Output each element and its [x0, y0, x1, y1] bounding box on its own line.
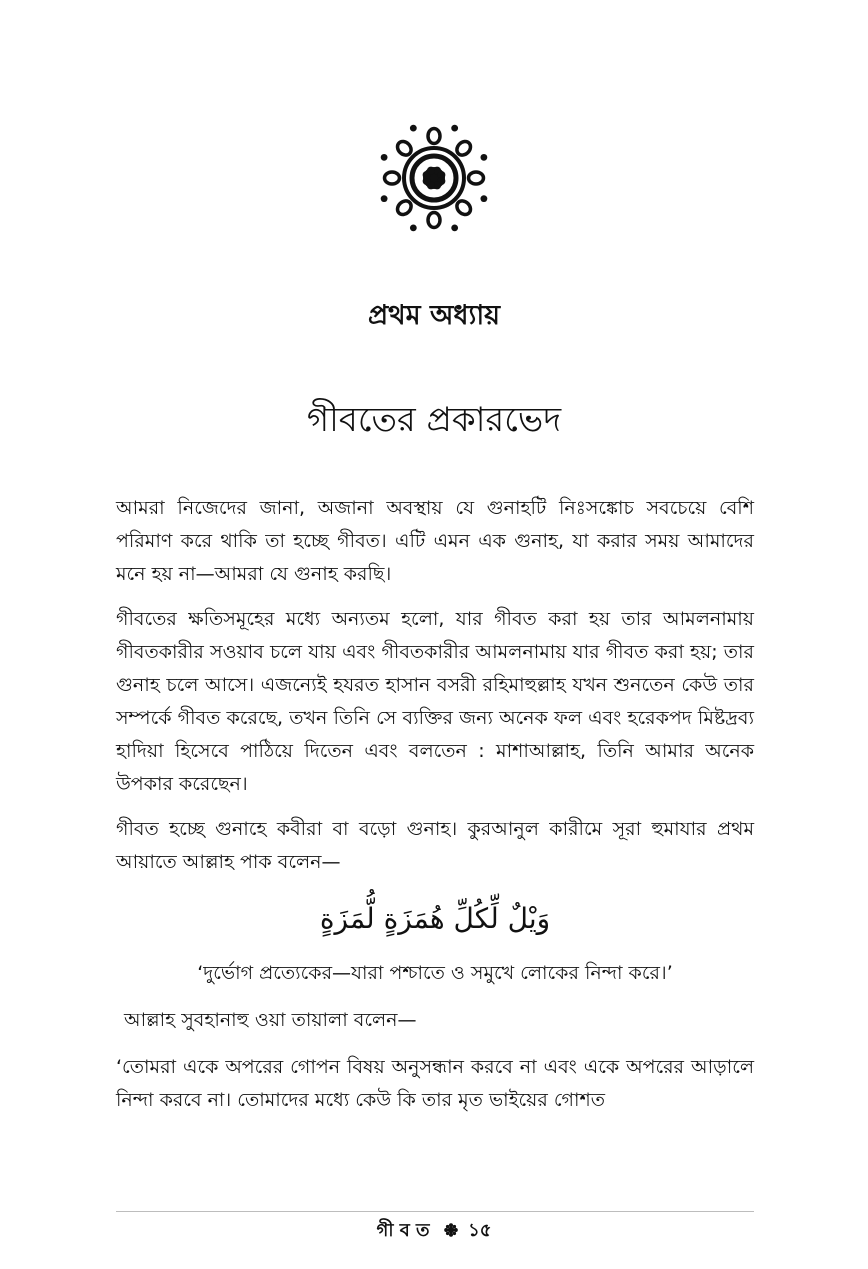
floral-rosette-icon — [374, 118, 494, 238]
paragraph-3: গীবত হচ্ছে গুনাহে কবীরা বা বড়ো গুনাহ। কুরআনুল কারীমে সূরা হুমাযার প্রথম আয়াতে আল্লাহ পাক বলেন— — [116, 818, 754, 873]
paragraph-2: গীবতের ক্ষতিসমূহের মধ্যে অন্যতম হলো, যার গীবত করা হয় তার আমলনামায় গীবতকারীর সওয়াব চলে যায় এবং গীবতকারীর আমলনামায় যার গীবত করা হয়; তার গুনাহ চলে আসে। এজন্যেই হযরত হাসান বসরী রহিমাহুল্লাহ যখন শুনতেন কেউ তার সম্পর্কে গীবত করেছে, তখন তিনি সে ব্যক্তির জন্য অনেক ফল এবং হরেকপদ মিষ্টদ্রব্য হাদিয়া হিসেবে পাঠিয়ে দিতেন এবং বলতেন : মাশাআল্লাহ, তিনি আমার অনেক উপকার করেছেন। — [116, 608, 754, 795]
flower-bullet-icon — [444, 1223, 458, 1237]
quote-paragraph: ‘তোমরা একে অপরের গোপন বিষয় অনুসন্ধান করবে না এবং একে অপরের আড়ালে নিন্দা করবে না। তোমাদের মধ্যে কেউ কি তার মৃত ভাইয়ের গোশত — [116, 1056, 754, 1111]
page-title: গীবতের প্রকারভেদ — [306, 400, 562, 440]
paragraph-1: আমরা নিজেদের জানা, অজানা অবস্থায় যে গুনাহটি নিঃসঙ্কোচ সবচেয়ে বেশি পরিমাণ করে থাকি তা হচ্ছে গীবত। এটি এমন এক গুনাহ, যা করার সময় আমাদের মনে হয় না—আমরা যে গুনাহ করছি। — [116, 497, 754, 585]
arabic-verse: وَيْلٌ لِّكُلِّ هُمَزَةٍ لُّمَزَةٍ — [319, 902, 551, 935]
footer-book-title: গী ব ত — [376, 1220, 430, 1241]
verse-translation: ‘দুর্ভোগ প্রত্যেকের—যারা পশ্চাতে ও সমুখে লোকের নিন্দা করে।’ — [197, 962, 673, 984]
main-text — [116, 492, 754, 1129]
allah-says-line: আল্লাহ সুবহানাহু ওয়া তায়ালা বলেন— — [124, 1009, 417, 1031]
page-footer — [0, 1218, 868, 1244]
footer-divider — [116, 1211, 754, 1212]
page-number: ১৫ — [468, 1220, 492, 1241]
chapter-heading: প্রথম অধ্যায় — [367, 300, 501, 331]
